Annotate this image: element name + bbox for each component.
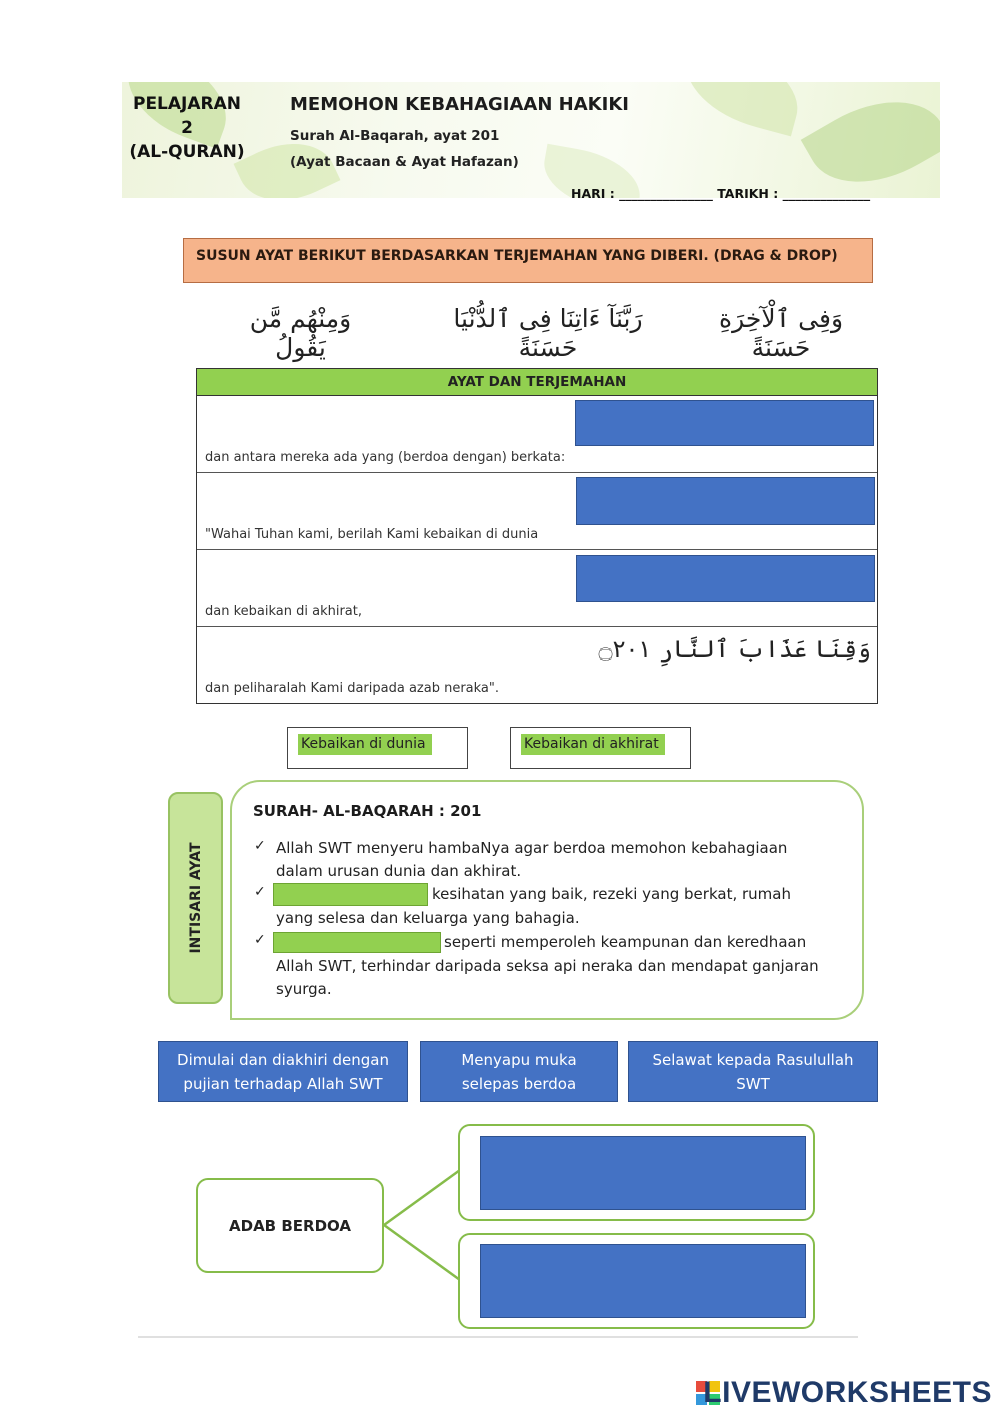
table-row <box>197 396 877 473</box>
point3-line3: syurga. <box>276 980 332 998</box>
arabic-ayah-qina: وَقِنَا عَذَابَ ٱلنَّارِ ۝٢٠١ <box>598 635 871 663</box>
answer-chip-akhirat[interactable] <box>510 727 691 769</box>
adab-drop-target-2[interactable] <box>480 1244 806 1318</box>
page-subtitle-type: (Ayat Bacaan & Ayat Hafazan) <box>290 154 519 170</box>
table-header: AYAT DAN TERJEMAHAN <box>197 369 877 396</box>
arabic-tile-wa-fil-akhirah[interactable]: وَفِى ٱلْآخِرَةِ حَسَنَةً <box>718 304 844 362</box>
intisari-title: SURAH- AL-BAQARAH : 201 <box>253 802 482 820</box>
check-icon: ✓ <box>254 884 266 900</box>
check-icon: ✓ <box>254 932 266 948</box>
point1-line1: Allah SWT menyeru hambaNya agar berdoa memohon kebahagiaan <box>276 839 788 857</box>
lesson-label <box>124 92 250 164</box>
date-line: HARI : _______________ TARIKH : ______________ <box>571 186 871 201</box>
page-title: MEMOHON KEBAHAGIAAN HAKIKI <box>290 94 629 115</box>
brand-logo-text: LIVEWORKSHEETS <box>703 1376 992 1409</box>
option-line: SWT <box>736 1074 770 1093</box>
connector-lines <box>380 1160 470 1300</box>
drop-target-row1[interactable] <box>575 400 874 446</box>
option-line: Menyapu muka <box>461 1050 577 1069</box>
point1-line2: dalam urusan dunia dan akhirat. <box>276 862 522 880</box>
point2-line2: yang selesa dan keluarga yang bahagia. <box>276 909 580 927</box>
connector-line-top <box>384 1170 460 1225</box>
adab-berdoa-box: ADAB BERDOA <box>196 1178 384 1273</box>
intisari-tab <box>168 792 223 1004</box>
translation-text: "Wahai Tuhan kami, berilah Kami kebaikan di dunia <box>205 527 539 542</box>
point3-line1: seperti memperoleh keampunan dan keredhaan <box>444 933 807 951</box>
drop-target-row2[interactable] <box>576 477 875 525</box>
table-row <box>197 550 877 627</box>
instruction-box: SUSUN AYAT BERIKUT BERDASARKAN TERJEMAHAN YANG DIBERI. (DRAG & DROP) <box>183 238 873 283</box>
option-selawat[interactable] <box>628 1041 878 1102</box>
lesson-line3: (AL-QURAN) <box>129 142 245 162</box>
point3-line2: Allah SWT, terhindar daripada seksa api neraka dan mendapat ganjaran <box>276 957 819 975</box>
lesson-line1: PELAJARAN <box>132 94 242 114</box>
blank-drop-target-2[interactable] <box>273 932 441 953</box>
answer-chip-label: Kebaikan di dunia <box>298 734 432 755</box>
option-line: Selawat kepada Rasulullah <box>652 1050 854 1069</box>
option-pujian[interactable] <box>158 1041 408 1102</box>
translation-table <box>196 368 878 704</box>
intisari-tab-label: INTISARI AYAT <box>187 842 204 954</box>
page-subtitle-surah: Surah Al-Baqarah, ayat 201 <box>290 128 500 144</box>
translation-text: dan peliharalah Kami daripada azab neraka". <box>205 681 500 696</box>
blank-drop-target-1[interactable] <box>273 883 428 906</box>
answer-chip-label: Kebaikan di akhirat <box>521 734 665 755</box>
option-line: selepas berdoa <box>461 1074 577 1093</box>
footer-divider <box>138 1336 858 1338</box>
option-menyapu-muka[interactable] <box>420 1041 618 1102</box>
answer-chip-dunia[interactable] <box>287 727 468 769</box>
arabic-tile-rabbana[interactable]: رَبَّنَآ ءَاتِنَا فِى ٱلدُّنْيَا حَسَنَةً <box>453 304 643 362</box>
arabic-tile-wa-minhum[interactable]: وَمِنْهُم مَّن يَقُولُ <box>249 304 352 362</box>
drop-target-row3[interactable] <box>576 555 875 602</box>
option-line: Dimulai dan diakhiri dengan <box>177 1050 389 1069</box>
adab-drop-target-1[interactable] <box>480 1136 806 1210</box>
table-row <box>197 473 877 550</box>
table-row <box>197 627 877 703</box>
point2-line1: kesihatan yang baik, rezeki yang berkat, rumah <box>432 885 791 903</box>
check-icon: ✓ <box>254 838 266 854</box>
translation-text: dan kebaikan di akhirat, <box>205 604 363 619</box>
option-line: pujian terhadap Allah SWT <box>183 1074 383 1093</box>
lesson-line2: 2 <box>181 118 193 138</box>
connector-line-bottom <box>384 1225 460 1280</box>
translation-text: dan antara mereka ada yang (berdoa dengan) berkata: <box>205 450 566 465</box>
